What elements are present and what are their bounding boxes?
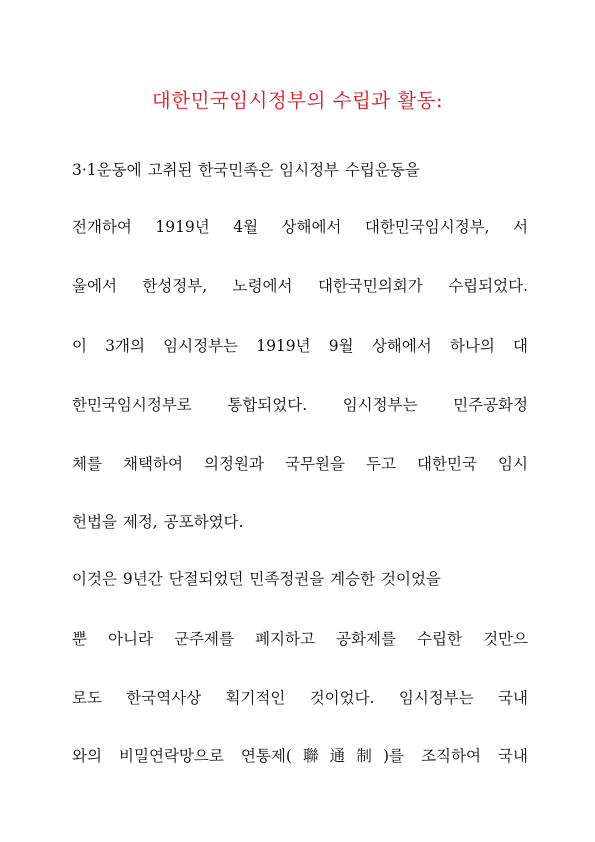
body-text-line: 이것은 9년간 단절되었던 민족정권을 계승한 것이었을 — [72, 570, 441, 588]
body-text-line: 체를 채택하여 의정원과 국무원을 두고 대한민국 임시 — [72, 455, 528, 473]
body-text-line: 와의 비밀연락망으로 연통제(聯通制)를 조직하여 국내 — [72, 747, 528, 765]
body-text-line: 한민국임시정부로 통합되었다. 임시정부는 민주공화정 — [72, 396, 528, 414]
body-text-line: 전개하여 1919년 4월 상해에서 대한민국임시정부, 서 — [72, 218, 528, 236]
body-text-line: 울에서 한성정부, 노령에서 대한국민의회가 수립되었다. — [72, 277, 528, 295]
body-text-line: 3·1운동에 고취된 한국민족은 임시정부 수립운동을 — [72, 161, 420, 179]
body-text-line: 로도 한국역사상 획기적인 것이었다. 임시정부는 국내 — [72, 689, 528, 707]
body-text-line: 이 3개의 임시정부는 1919년 9월 상해에서 하나의 대 — [72, 337, 528, 355]
body-text-line: 헌법을 제정, 공포하였다. — [72, 513, 244, 531]
document-title: 대한민국임시정부의 수립과 활동: — [151, 89, 444, 112]
body-text-line: 뿐 아니라 군주제를 폐지하고 공화제를 수립한 것만으 — [72, 630, 528, 648]
